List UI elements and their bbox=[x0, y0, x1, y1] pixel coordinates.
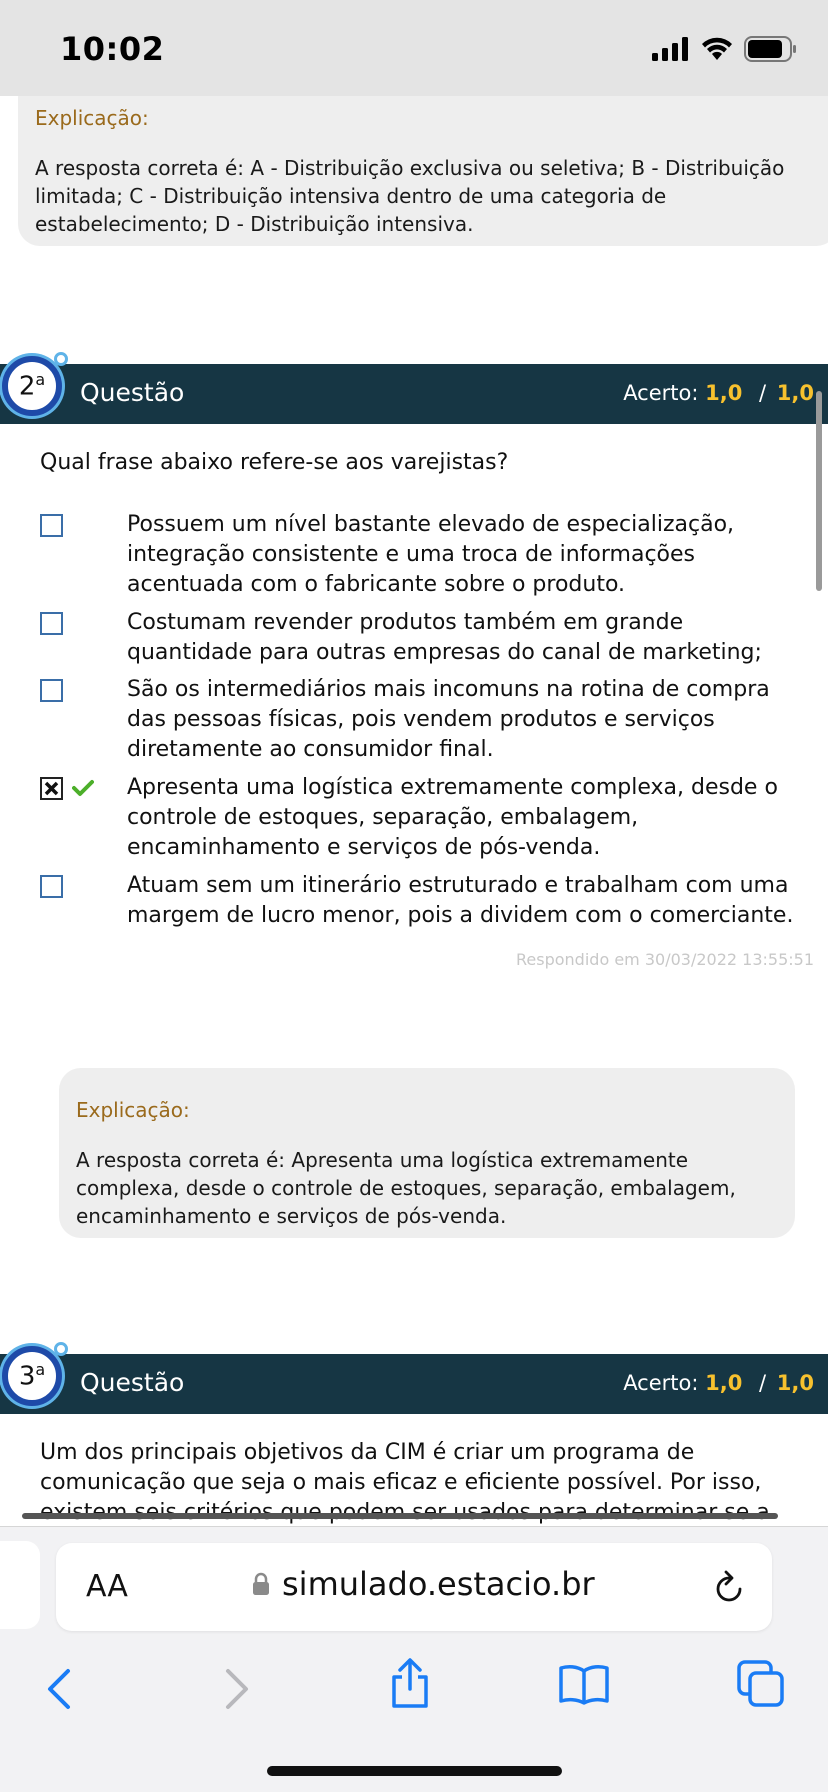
answered-timestamp: Respondido em 30/03/2022 13:55:51 bbox=[516, 950, 814, 969]
option-text: Possuem um nível bastante elevado de especialização, integração consistente e uma troca de informações acentuada com o fabricante sobre o produto. bbox=[127, 512, 735, 597]
forward-icon[interactable] bbox=[222, 1667, 252, 1711]
web-content bbox=[0, 96, 828, 1526]
score-separator: / bbox=[759, 381, 767, 405]
explanation-box-previous bbox=[18, 96, 828, 246]
question-number: 2$^a$ bbox=[18, 370, 46, 402]
lock-icon bbox=[252, 1572, 270, 1596]
option-checkbox[interactable] bbox=[40, 612, 63, 635]
wifi-icon bbox=[700, 36, 734, 62]
score bbox=[623, 381, 814, 405]
question-number: 3$^a$ bbox=[18, 1360, 46, 1392]
score-label: Acerto: bbox=[623, 1371, 699, 1395]
question-header-3 bbox=[0, 1354, 828, 1414]
question-label: Questão bbox=[80, 378, 185, 407]
browser-toolbar bbox=[0, 1526, 828, 1792]
explanation-box bbox=[59, 1068, 795, 1238]
status-icons bbox=[652, 36, 798, 62]
option-checkbox[interactable] bbox=[40, 875, 63, 898]
home-indicator[interactable] bbox=[267, 1766, 562, 1776]
score-total: 1,0 bbox=[776, 381, 814, 405]
browser-nav-row bbox=[0, 1657, 828, 1727]
previous-tab-preview[interactable] bbox=[0, 1541, 40, 1629]
score-total: 1,0 bbox=[776, 1371, 814, 1395]
battery-icon bbox=[744, 36, 798, 62]
url-text[interactable]: simulado.estacio.br bbox=[282, 1565, 595, 1603]
badge-dot bbox=[54, 352, 68, 366]
horizontal-scroll-indicator bbox=[22, 1513, 778, 1519]
correct-check-icon bbox=[72, 779, 94, 797]
x-mark-icon bbox=[44, 781, 59, 796]
explanation-title: Explicação: bbox=[76, 1098, 190, 1122]
url-display[interactable] bbox=[252, 1565, 595, 1603]
badge-dot bbox=[54, 1342, 68, 1356]
question-text: Um dos principais objetivos da CIM é criar um programa de comunicação que seja o mais eficaz e eficiente possível. Por isso, bbox=[40, 1440, 762, 1495]
share-icon[interactable] bbox=[388, 1657, 432, 1709]
tabs-icon[interactable] bbox=[736, 1659, 786, 1709]
option-text: Costumam revender produtos também em grande quantidade para outras empresas do canal de marketing; bbox=[127, 610, 762, 665]
question-text: Qual frase abaixo refere-se aos varejistas? bbox=[40, 450, 509, 475]
question-badge-3 bbox=[0, 1338, 70, 1414]
question-header-2 bbox=[0, 364, 828, 424]
option-checkbox[interactable] bbox=[40, 514, 63, 537]
score-label: Acerto: bbox=[623, 381, 699, 405]
score bbox=[623, 1371, 814, 1395]
explanation-title: Explicação: bbox=[35, 106, 149, 130]
option-text: Atuam sem um itinerário estruturado e trabalham com uma margem de lucro menor, pois a dividem com o comerciante. bbox=[127, 873, 794, 928]
option-text: Apresenta uma logística extremamente complexa, desde o controle de estoques, separação, embalagem, encaminhamento e serviços de pós-venda. bbox=[127, 775, 778, 860]
reload-icon[interactable] bbox=[712, 1569, 746, 1605]
explanation-text: A resposta correta é: Apresenta uma logística extremamente complexa, desde o controle de estoques, separação, embalagem, encaminhamento e serviços de pós-venda. bbox=[76, 1148, 736, 1228]
status-bar bbox=[0, 0, 828, 96]
score-value: 1,0 bbox=[705, 1371, 743, 1395]
option-text: São os intermediários mais incomuns na rotina de compra das pessoas físicas, pois vendem produtos e serviços diretamente ao consumidor final. bbox=[127, 677, 770, 762]
status-time: 10:02 bbox=[60, 30, 165, 68]
back-icon[interactable] bbox=[44, 1667, 74, 1711]
question-number-circle bbox=[2, 356, 62, 416]
page-scrollbar[interactable] bbox=[816, 391, 822, 591]
address-bar[interactable] bbox=[56, 1543, 772, 1631]
question-label: Questão bbox=[80, 1368, 185, 1397]
question-number-circle bbox=[2, 1346, 62, 1406]
explanation-text: A resposta correta é: A - Distribuição exclusiva ou seletiva; B - Distribuição limitada; C - Distribuição intensiva dentro de uma categoria de estabelecimento; D - Distribuição intensiva. bbox=[35, 156, 785, 236]
score-separator: / bbox=[759, 1371, 767, 1395]
bookmarks-icon[interactable] bbox=[558, 1663, 610, 1705]
score-value: 1,0 bbox=[705, 381, 743, 405]
text-size-button[interactable]: AA bbox=[86, 1569, 128, 1604]
option-checkbox[interactable] bbox=[40, 679, 63, 702]
cellular-signal-icon bbox=[652, 37, 690, 61]
question-badge-2 bbox=[0, 348, 70, 424]
option-checkbox-checked[interactable] bbox=[40, 777, 63, 800]
